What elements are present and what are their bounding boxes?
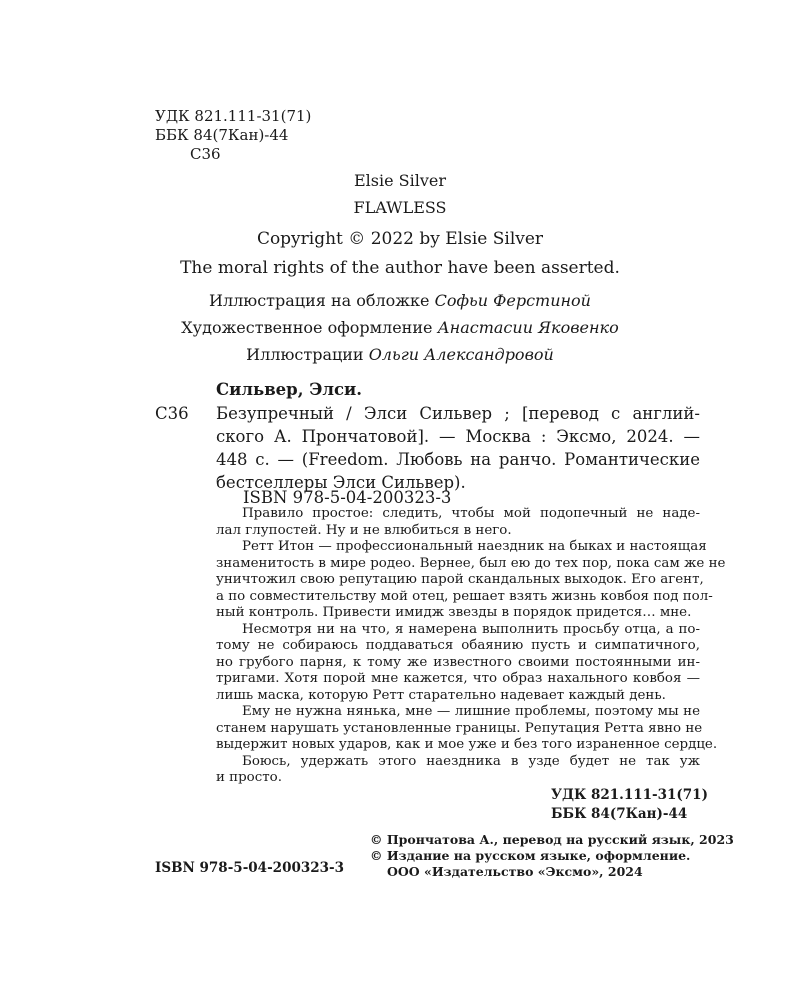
original-copyright: Copyright © 2022 by Elsie Silver [256,229,544,249]
credit-role: Художественное оформление [181,318,433,337]
credit-cover-illustration [0,291,800,310]
biblio-description [216,402,700,494]
footer-isbn: ISBN 978-5-04-200323-3 [155,860,345,876]
original-author: Elsie Silver [353,171,447,190]
annotation-line: знаменитость в мире родео. Вернее, был ею до тех пор, пока сам же не [216,555,726,571]
biblio-line: 448 с. — (Freedom. Любовь на ранчо. Романтические [216,450,700,469]
original-title: FLAWLESS [353,198,447,217]
footer-udk: УДК 821.111-31(71) [551,787,708,803]
annotation-line: Ретт Итон — профессиональный наездник на быках и настоящая [242,539,707,554]
annotation-line: ный контроль. Привести имидж звезды в порядок придется… мне. [216,605,692,620]
biblio-author-heading: Сильвер, Элси. [216,380,362,399]
credit-name: Софьи Ферстиной [434,291,591,310]
biblio-line: бестселлеры Элси Сильвер). [216,473,466,492]
annotation-line: Несмотря ни на что, я намерена выполнить просьбу отца, а по- [242,621,700,637]
copyright-translation: © Прончатова А., перевод на русский язык, 2023 [370,832,734,847]
annotation [216,506,726,787]
credit-art-design [0,318,800,337]
bbk-code: ББК 84(7Кан)-44 [155,126,289,144]
credit-illustrations [0,345,800,364]
annotation-line: лишь маска, которую Ретт старательно надевает каждый день. [216,687,666,703]
credit-role: Иллюстрация на обложке [209,291,430,310]
credit-role: Иллюстрации [246,345,364,364]
copyright-edition: © Издание на русском языке, оформление. [370,848,691,863]
annotation-line: Правило простое: следить, чтобы мой подопечный не наде- [242,506,700,521]
annotation-line: и просто. [216,770,282,785]
annotation-line: а по совместительству мой отец, решает взять жизнь ковбоя под пол- [216,588,713,604]
credit-name: Анастасии Яковенко [437,318,619,337]
biblio-line: ского А. Прончатовой]. — Москва : Эксмо, 2024. — [216,427,700,446]
annotation-line: уничтожил свою репутацию парой скандальных выходок. Его агент, [216,572,704,587]
credit-name: Ольги Александровой [368,345,554,364]
footer-bbk: ББК 84(7Кан)-44 [551,806,688,822]
biblio-isbn: ISBN 978-5-04-200323-3 [243,488,452,507]
annotation-line: тригами. Хотя порой мне кажется, что образ нахального ковбоя — [216,671,700,686]
copyright-publisher: ООО «Издательство «Эксмо», 2024 [387,864,643,879]
annotation-line: тому не собираюсь поддаваться обаянию пусть и симпатичного, [216,638,700,653]
biblio-mark: С36 [155,404,189,423]
annotation-line: Ему не нужна нянька, мне — лишние проблемы, поэтому мы не [242,704,700,719]
annotation-line: Боюсь, удержать этого наездника в узде будет не так уж [242,753,700,769]
udk-code: УДК 821.111-31(71) [155,107,312,125]
author-mark: С36 [190,145,221,163]
annotation-line: станем нарушать установленные границы. Репутация Ретта явно не [216,720,703,736]
moral-rights-notice: The moral rights of the author have been asserted. [180,258,620,278]
annotation-line: но грубого парня, к тому же известного своими постоянными ин- [216,654,700,670]
annotation-line: выдержит новых ударов, как и мое уже и без того израненное сердце. [216,737,718,752]
biblio-line: Безупречный / Элси Сильвер ; [перевод с англий- [216,404,700,423]
annotation-line: лал глупостей. Ну и не влюбиться в него. [216,522,512,538]
